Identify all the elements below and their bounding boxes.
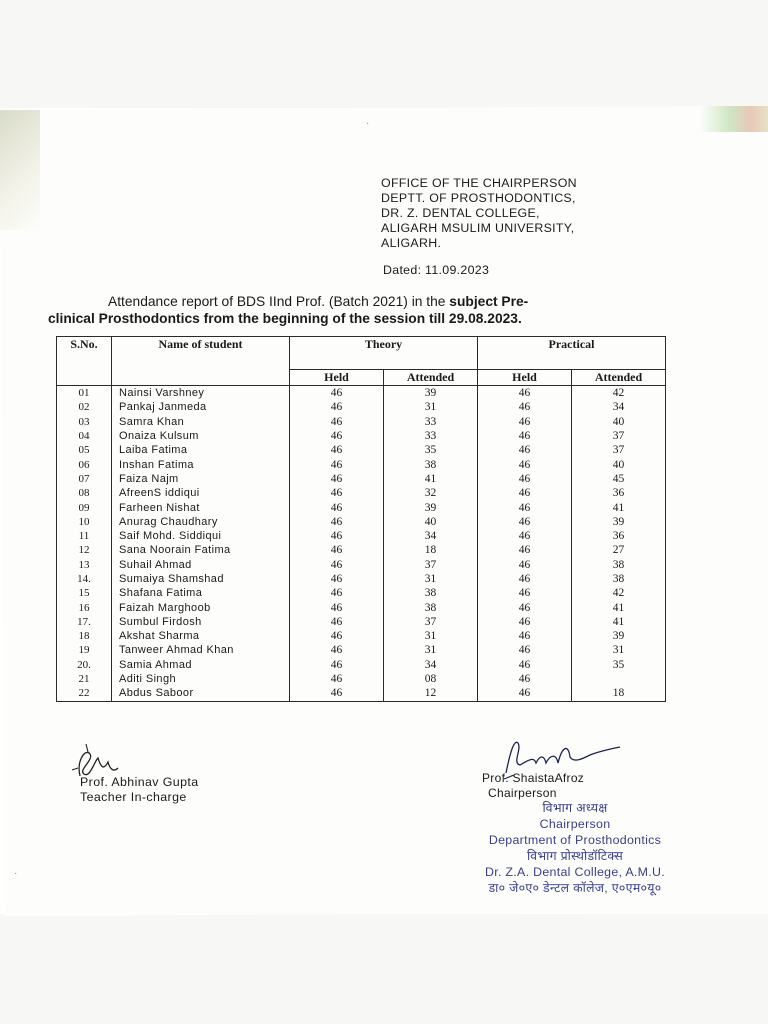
- cell-sno: 12: [57, 543, 112, 557]
- table-row: [57, 443, 666, 457]
- cell-practical-attended: 39: [572, 629, 666, 643]
- cell-theory-attended: 33: [384, 429, 478, 443]
- cell-practical-held: 46: [478, 400, 572, 414]
- signature-left: [80, 775, 199, 805]
- cell-practical-held: 46: [478, 515, 572, 529]
- cell-name: Faizah Marghoob: [112, 600, 290, 614]
- header-name: Name of student: [112, 337, 290, 386]
- cell-practical-attended: 35: [572, 658, 666, 672]
- office-line: ALIGARH MSULIM UNIVERSITY,: [381, 221, 575, 235]
- cell-sno: 09: [57, 500, 112, 514]
- cell-practical-attended: 36: [572, 486, 666, 500]
- cell-theory-attended: 38: [384, 586, 478, 600]
- cell-practical-attended: 42: [572, 586, 666, 600]
- office-line: DEPTT. OF PROSTHODONTICS,: [381, 191, 576, 205]
- table-row: [57, 686, 666, 701]
- cell-sno: 03: [57, 415, 112, 429]
- cell-practical-held: 46: [478, 643, 572, 657]
- cell-name: Onaiza Kulsum: [112, 429, 290, 443]
- table-row: [57, 672, 666, 686]
- table-row: [57, 629, 666, 643]
- cell-name: Suhail Ahmad: [112, 558, 290, 572]
- cell-practical-held: 46: [478, 615, 572, 629]
- cell-practical-held: 46: [478, 443, 572, 457]
- cell-theory-held: 46: [290, 400, 384, 414]
- cell-sno: 14.: [57, 572, 112, 586]
- date-line: Dated: 11.09.2023: [383, 263, 490, 277]
- cell-theory-attended: 37: [384, 558, 478, 572]
- office-line: ALIGARH.: [381, 236, 442, 250]
- table-row: [57, 515, 666, 529]
- header-practical-attended: Attended: [572, 370, 666, 386]
- cell-practical-held: 46: [478, 457, 572, 471]
- cell-practical-attended: 18: [572, 686, 666, 701]
- cell-theory-attended: 34: [384, 529, 478, 543]
- signature-right: [482, 771, 584, 801]
- cell-practical-attended: 36: [572, 529, 666, 543]
- cell-practical-attended: 38: [572, 558, 666, 572]
- table-row: [57, 643, 666, 657]
- cell-theory-held: 46: [290, 500, 384, 514]
- stamp-college: Dr. Z.A. Dental College, A.M.U.: [484, 865, 666, 879]
- photo-background-bottom: [0, 914, 768, 1024]
- cell-sno: 06: [57, 457, 112, 471]
- cell-theory-attended: 41: [384, 472, 478, 486]
- cell-theory-attended: 34: [384, 658, 478, 672]
- header-theory: Theory: [290, 337, 478, 370]
- cell-sno: 13: [57, 558, 112, 572]
- heading-text: Attendance report of BDS IInd Prof. (Batch 2021) in the: [108, 294, 450, 309]
- table-row: [57, 600, 666, 614]
- cell-practical-attended: 40: [572, 415, 666, 429]
- cell-name: Akshat Sharma: [112, 629, 290, 643]
- cell-theory-attended: 18: [384, 543, 478, 557]
- cell-theory-held: 46: [290, 672, 384, 686]
- header-theory-attended: Attended: [384, 370, 478, 386]
- cell-practical-held: 46: [478, 686, 572, 701]
- cell-practical-attended: 42: [572, 386, 666, 401]
- cell-theory-held: 46: [290, 558, 384, 572]
- cell-practical-held: 46: [478, 558, 572, 572]
- cell-practical-held: 46: [478, 629, 572, 643]
- cell-name: Samra Khan: [112, 415, 290, 429]
- cell-practical-held: 46: [478, 600, 572, 614]
- cell-sno: 16: [57, 600, 112, 614]
- office-line: OFFICE OF THE CHAIRPERSON: [381, 176, 577, 190]
- cell-theory-attended: 40: [384, 515, 478, 529]
- cell-practical-held: 46: [478, 429, 572, 443]
- table-row: [57, 457, 666, 471]
- cell-theory-held: 46: [290, 543, 384, 557]
- table-row: [57, 529, 666, 543]
- cell-theory-held: 46: [290, 472, 384, 486]
- cell-sno: 05: [57, 443, 112, 457]
- cell-practical-held: 46: [478, 386, 572, 401]
- stamp-hindi-title: विभाग अध्यक्ष: [542, 801, 608, 815]
- cell-practical-attended: [572, 672, 666, 686]
- cell-name: Pankaj Janmeda: [112, 400, 290, 414]
- background-object: [698, 106, 768, 132]
- cell-practical-attended: 45: [572, 472, 666, 486]
- stamp-hindi-department: विभाग प्रोस्थोडॉटिक्स: [526, 849, 624, 863]
- table-row: [57, 586, 666, 600]
- signatory-name: Prof. Abhinav Gupta: [80, 775, 199, 789]
- cell-name: Shafana Fatima: [112, 586, 290, 600]
- cell-practical-held: 46: [478, 672, 572, 686]
- table-row: [57, 615, 666, 629]
- cell-practical-attended: 31: [572, 643, 666, 657]
- cell-sno: 19: [57, 643, 112, 657]
- cell-theory-attended: 08: [384, 672, 478, 686]
- cell-theory-held: 46: [290, 443, 384, 457]
- cell-theory-held: 46: [290, 600, 384, 614]
- cell-practical-held: 46: [478, 500, 572, 514]
- stamp-title: Chairperson: [539, 817, 611, 831]
- cell-theory-attended: 38: [384, 600, 478, 614]
- cell-theory-held: 46: [290, 529, 384, 543]
- cell-theory-attended: 31: [384, 629, 478, 643]
- cell-practical-held: 46: [478, 486, 572, 500]
- cell-sno: 15: [57, 586, 112, 600]
- table-row: [57, 543, 666, 557]
- cell-theory-held: 46: [290, 515, 384, 529]
- cell-theory-attended: 37: [384, 615, 478, 629]
- cell-theory-attended: 38: [384, 457, 478, 471]
- cell-practical-held: 46: [478, 529, 572, 543]
- cell-sno: 01: [57, 386, 112, 401]
- table-row: [57, 386, 666, 401]
- table-row: [57, 429, 666, 443]
- cell-theory-attended: 39: [384, 386, 478, 401]
- cell-name: Farheen Nishat: [112, 500, 290, 514]
- cell-sno: 08: [57, 486, 112, 500]
- cell-theory-attended: 31: [384, 643, 478, 657]
- cell-name: Abdus Saboor: [112, 686, 290, 701]
- cell-theory-held: 46: [290, 415, 384, 429]
- cell-sno: 02: [57, 400, 112, 414]
- cell-theory-held: 46: [290, 386, 384, 401]
- header-theory-held: Held: [290, 370, 384, 386]
- cell-theory-attended: 32: [384, 486, 478, 500]
- cell-sno: 07: [57, 472, 112, 486]
- cell-theory-attended: 39: [384, 500, 478, 514]
- paper-edge-shadow: [0, 110, 40, 230]
- cell-theory-held: 46: [290, 586, 384, 600]
- cell-name: Anurag Chaudhary: [112, 515, 290, 529]
- cell-theory-held: 46: [290, 643, 384, 657]
- cell-theory-held: 46: [290, 629, 384, 643]
- cell-name: Aditi Singh: [112, 672, 290, 686]
- table-row: [57, 415, 666, 429]
- stamp-hindi-college: डा० जे०ए० डेन्टल कॉलेज, ए०एम०यू०: [488, 881, 662, 895]
- cell-name: Inshan Fatima: [112, 457, 290, 471]
- cell-sno: 17.: [57, 615, 112, 629]
- cell-name: Samia Ahmad: [112, 658, 290, 672]
- cell-name: AfreenS iddiqui: [112, 486, 290, 500]
- office-address: [381, 176, 577, 251]
- cell-theory-held: 46: [290, 429, 384, 443]
- cell-theory-held: 46: [290, 486, 384, 500]
- cell-practical-attended: 37: [572, 429, 666, 443]
- office-line: DR. Z. DENTAL COLLEGE,: [381, 206, 540, 220]
- attendance-table: [56, 336, 666, 702]
- cell-name: Laiba Fatima: [112, 443, 290, 457]
- cell-name: Saif Mohd. Siddiqui: [112, 529, 290, 543]
- cell-name: Faiza Najm: [112, 472, 290, 486]
- table-row: [57, 472, 666, 486]
- cell-practical-attended: 38: [572, 572, 666, 586]
- cell-practical-held: 46: [478, 472, 572, 486]
- cell-practical-attended: 41: [572, 615, 666, 629]
- cell-practical-attended: 41: [572, 500, 666, 514]
- cell-name: Nainsi Varshney: [112, 386, 290, 401]
- cell-sno: 04: [57, 429, 112, 443]
- cell-theory-attended: 33: [384, 415, 478, 429]
- cell-practical-attended: 27: [572, 543, 666, 557]
- cell-practical-attended: 40: [572, 457, 666, 471]
- paper-speck: ·: [14, 868, 18, 879]
- table-row: [57, 500, 666, 514]
- cell-theory-attended: 31: [384, 572, 478, 586]
- heading-subject-cont: clinical Prosthodontics from the beginning of the session till 29.08.2023.: [48, 311, 522, 326]
- cell-theory-held: 46: [290, 615, 384, 629]
- cell-practical-attended: 41: [572, 600, 666, 614]
- cell-practical-attended: 39: [572, 515, 666, 529]
- photo-background-top: [0, 0, 768, 108]
- cell-theory-held: 46: [290, 457, 384, 471]
- cell-theory-held: 46: [290, 572, 384, 586]
- table-row: [57, 400, 666, 414]
- table-row: [57, 572, 666, 586]
- cell-theory-held: 46: [290, 658, 384, 672]
- signatory-title: Teacher In-charge: [80, 790, 187, 804]
- signatory-name: Prof. ShaistaAfroz: [482, 771, 585, 785]
- cell-theory-held: 46: [290, 686, 384, 701]
- official-stamp: [460, 800, 690, 896]
- header-sno: S.No.: [57, 337, 112, 386]
- cell-name: Sumaiya Shamshad: [112, 572, 290, 586]
- cell-practical-attended: 37: [572, 443, 666, 457]
- cell-sno: 22: [57, 686, 112, 701]
- cell-name: Tanweer Ahmad Khan: [112, 643, 290, 657]
- header-practical: Practical: [478, 337, 666, 370]
- cell-sno: 18: [57, 629, 112, 643]
- signatory-title: Chairperson: [488, 786, 557, 800]
- cell-name: Sana Noorain Fatima: [112, 543, 290, 557]
- cell-theory-attended: 12: [384, 686, 478, 701]
- cell-sno: 21: [57, 672, 112, 686]
- cell-practical-attended: 34: [572, 400, 666, 414]
- stamp-department: Department of Prosthodontics: [488, 833, 662, 847]
- cell-practical-held: 46: [478, 586, 572, 600]
- cell-name: Sumbul Firdosh: [112, 615, 290, 629]
- cell-practical-held: 46: [478, 415, 572, 429]
- report-heading: [48, 293, 668, 327]
- cell-practical-held: 46: [478, 543, 572, 557]
- table-row: [57, 558, 666, 572]
- heading-subject: subject Pre-: [449, 294, 529, 309]
- cell-practical-held: 46: [478, 658, 572, 672]
- table-row: [57, 658, 666, 672]
- cell-sno: 20.: [57, 658, 112, 672]
- cell-practical-held: 46: [478, 572, 572, 586]
- cell-theory-attended: 31: [384, 400, 478, 414]
- cell-sno: 11: [57, 529, 112, 543]
- header-practical-held: Held: [478, 370, 572, 386]
- table-row: [57, 486, 666, 500]
- cell-sno: 10: [57, 515, 112, 529]
- cell-theory-attended: 35: [384, 443, 478, 457]
- paper-speck: ·: [366, 118, 370, 129]
